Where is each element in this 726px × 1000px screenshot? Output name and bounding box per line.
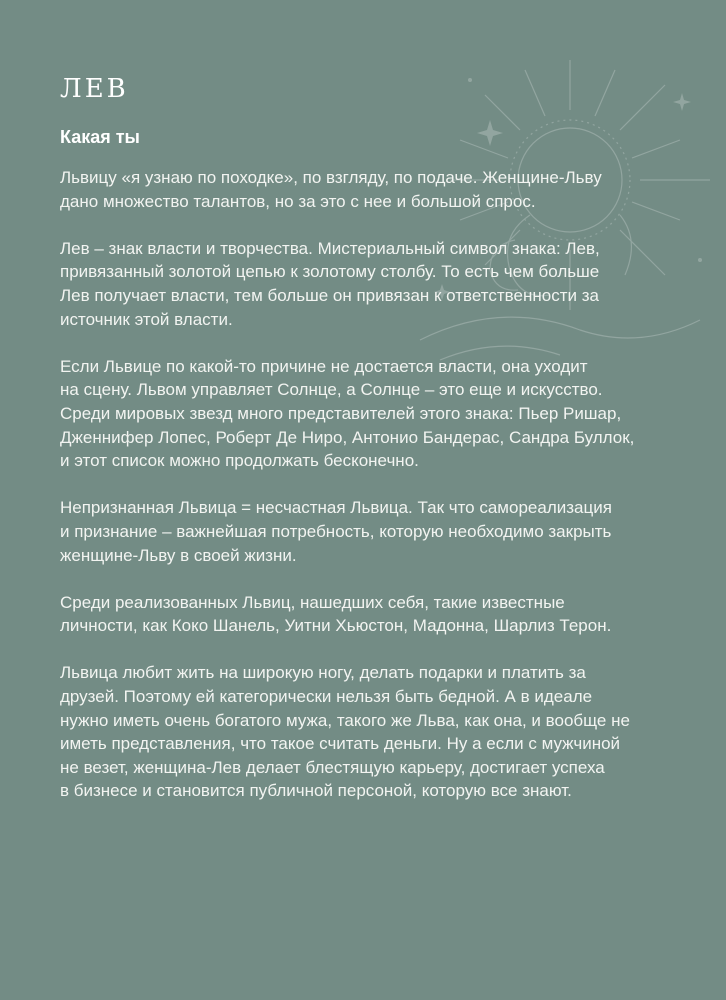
paragraph: Львицу «я узнаю по походке», по взгляду, по подаче. Женщине-Льву дано множество талантов, но за это с нее и большой спрос.: [60, 168, 602, 211]
section-heading: Какая ты: [60, 127, 140, 147]
paragraph: Лев – знак власти и творчества. Мистериальный символ знака: Лев, привязанный золотой цепью к золотому столбу. То есть чем больше Лев получает власти, тем больше он привязан к ответственности за источник этой власти.: [60, 238, 600, 329]
body-text: [60, 166, 680, 827]
paragraph: Непризнанная Львица = несчастная Львица. Так что самореализация и признание – важнейшая потребность, которую необходимо закрыть женщине-Льву в своей жизни.: [60, 498, 612, 565]
paragraph: Львица любит жить на широкую ногу, делать подарки и платить за друзей. Поэтому ей категорически нельзя быть бедной. А в идеале нужно иметь очень богатого мужа, такого же Льва, как она, и вообще не иметь представления, что такое считать деньги. Ну а если с мужчиной не везет, женщина-Лев делает блестящую карьеру, достигает успеха в бизнесе и становится публичной персоной, которую все знают.: [60, 663, 630, 801]
paragraph: Если Львице по какой-то причине не достается власти, она уходит на сцену. Львом управляет Солнце, а Солнце – это еще и искусство. Среди мировых звезд много представителей этого знака: Пьер Ришар, Дженнифер Лопес, Роберт Де Ниро, Антонио Бандерас, Сандра Буллок, и этот список можно продолжать бесконечно.: [60, 356, 635, 471]
zodiac-sign-title: ЛЕВ: [60, 74, 129, 104]
paragraph: Среди реализованных Львиц, нашедших себя, такие известные личности, как Коко Шанель, Уитни Хьюстон, Мадонна, Шарлиз Терон.: [60, 592, 612, 636]
